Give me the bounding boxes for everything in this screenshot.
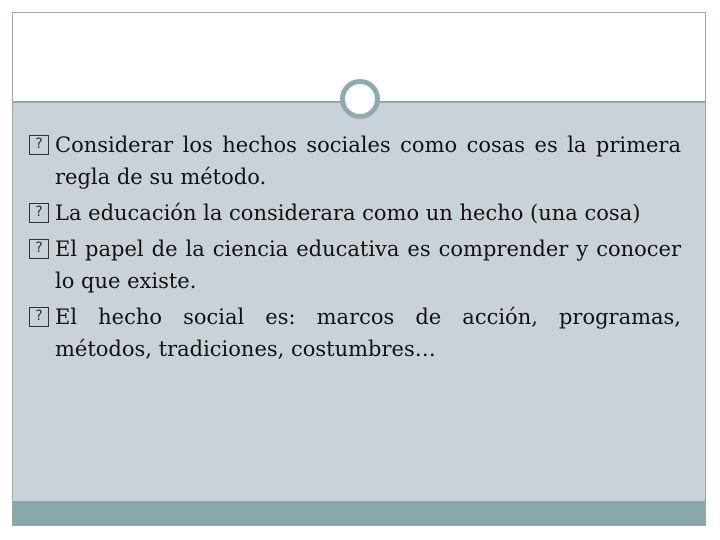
divider-ring-ornament: [340, 79, 380, 119]
bullet-text: Considerar los hechos sociales como cosas es la primera regla de su método.: [55, 133, 681, 189]
bullet-list: [29, 129, 681, 369]
bullet-text: El hecho social es: marcos de acción, programas, métodos, tradiciones, costumbres…: [55, 305, 681, 361]
bullet-text: El papel de la ciencia educativa es comprender y conocer lo que existe.: [55, 237, 681, 293]
bullet-glyph-icon: ?: [29, 135, 49, 155]
bullet-item: [29, 197, 681, 229]
bullet-item: [29, 301, 681, 365]
footer-band: [13, 501, 705, 525]
bullet-glyph-icon: ?: [29, 239, 49, 259]
bullet-text: La educación la considerara como un hecho (una cosa): [55, 201, 641, 225]
bullet-glyph-icon: ?: [29, 307, 49, 327]
bullet-glyph-icon: ?: [29, 203, 49, 223]
slide: [12, 12, 706, 526]
bullet-item: [29, 129, 681, 193]
bullet-item: [29, 233, 681, 297]
